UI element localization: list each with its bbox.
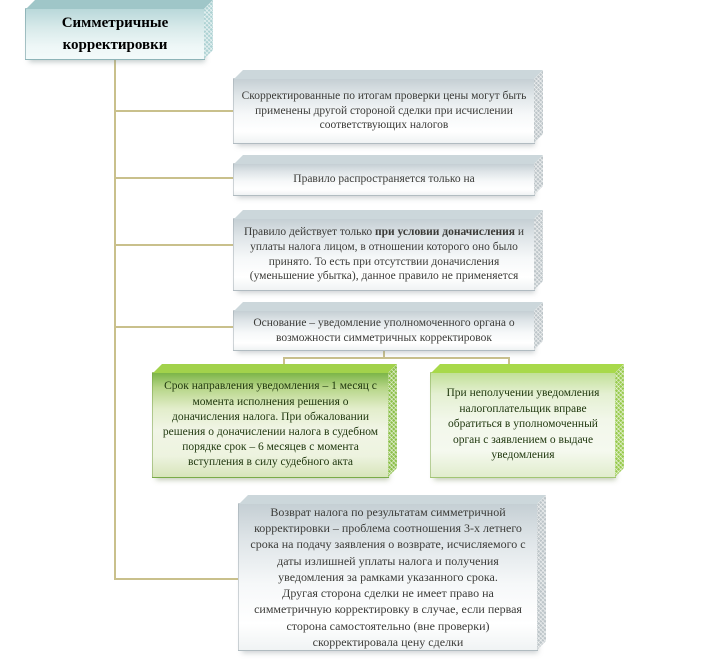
box-rule-condition-text <box>234 223 534 287</box>
tax-refund-para1: Возврат налога по результатам симметричной корректировки – проблема соотношения 3-х летнего срока на подачу заявления о возврате, исчисляемого с даты излишней уплаты налога и получения уведомления за рамками указанного срока. <box>250 504 526 584</box>
box-top-face <box>234 210 543 219</box>
box-right-face <box>388 364 397 477</box>
box-top-face <box>234 302 543 311</box>
connector-split-horizontal <box>283 357 510 359</box>
box-no-notice-text: При неполучении уведомления налогоплательщик вправе обратиться в уполномоченный орган с заявлением о выдаче уведомления <box>446 387 600 462</box>
box-notice-term <box>152 372 389 478</box>
box-top-face <box>234 155 543 164</box>
box-rule-scope-text: Правило распространяется только на <box>293 173 475 186</box>
box-right-face <box>534 155 543 195</box>
title-box-right-face <box>204 0 213 59</box>
box-right-face <box>534 302 543 350</box>
box-top-face <box>153 364 397 373</box>
box-top-face <box>431 364 624 373</box>
box-right-face <box>537 495 546 650</box>
box-right-face <box>615 364 624 477</box>
box-tax-refund <box>238 503 538 651</box>
box-no-notice <box>430 372 616 478</box>
connector-branch-applied-prices <box>114 110 233 112</box>
rule-condition-bold: при условии доначисления <box>375 225 516 238</box>
box-top-face <box>234 70 543 79</box>
title-box <box>25 8 205 60</box>
title-box-top-face <box>26 0 213 9</box>
connector-trunk <box>114 60 116 580</box>
box-rule-scope <box>233 163 535 196</box>
rule-condition-prefix: Правило действует только <box>243 225 376 238</box>
connector-branch-basis <box>114 326 233 328</box>
box-basis <box>233 310 535 351</box>
page-title: Симметричные корректировки <box>61 14 169 53</box>
box-applied-prices-text: Скорректированные по итогам проверки цены могут быть применены другой стороной сделки при исчислении соответствующих налогов <box>241 89 527 132</box>
box-applied-prices <box>233 78 535 144</box>
box-tax-refund-text <box>239 502 537 653</box>
box-basis-text: Основание – уведомление уполномоченного органа о возможности симметричных корректировок <box>253 316 515 344</box>
box-right-face <box>534 70 543 143</box>
box-rule-condition <box>233 218 535 291</box>
tax-refund-para2: Другая сторона сделки не имеет право на симметричную корректировку в случае, если первая сторона самостоятельно (вне проверки) скорректировала цену сделки <box>254 586 522 650</box>
rule-condition-suffix: и уплаты налога лицом, в отношении которого оно было принято. То есть при отсутствии доначисления (уменьшение убытка), данное правило не применяется <box>249 225 525 283</box>
connector-drop-left <box>283 357 285 372</box>
box-notice-term-text: Срок направления уведомления – 1 месяц с момента исполнения решения о доначисления налога. При обжаловании решения о доначислении налога в судебном порядке срок – 6 месяцев с момента вступления в силу судебного акта <box>162 380 379 469</box>
connector-branch-rule-scope <box>114 177 233 179</box>
connector-drop-right <box>508 357 510 372</box>
connector-branch-rule-condition <box>114 244 233 246</box>
connector-branch-tax-refund <box>114 578 238 580</box>
box-right-face <box>534 210 543 290</box>
